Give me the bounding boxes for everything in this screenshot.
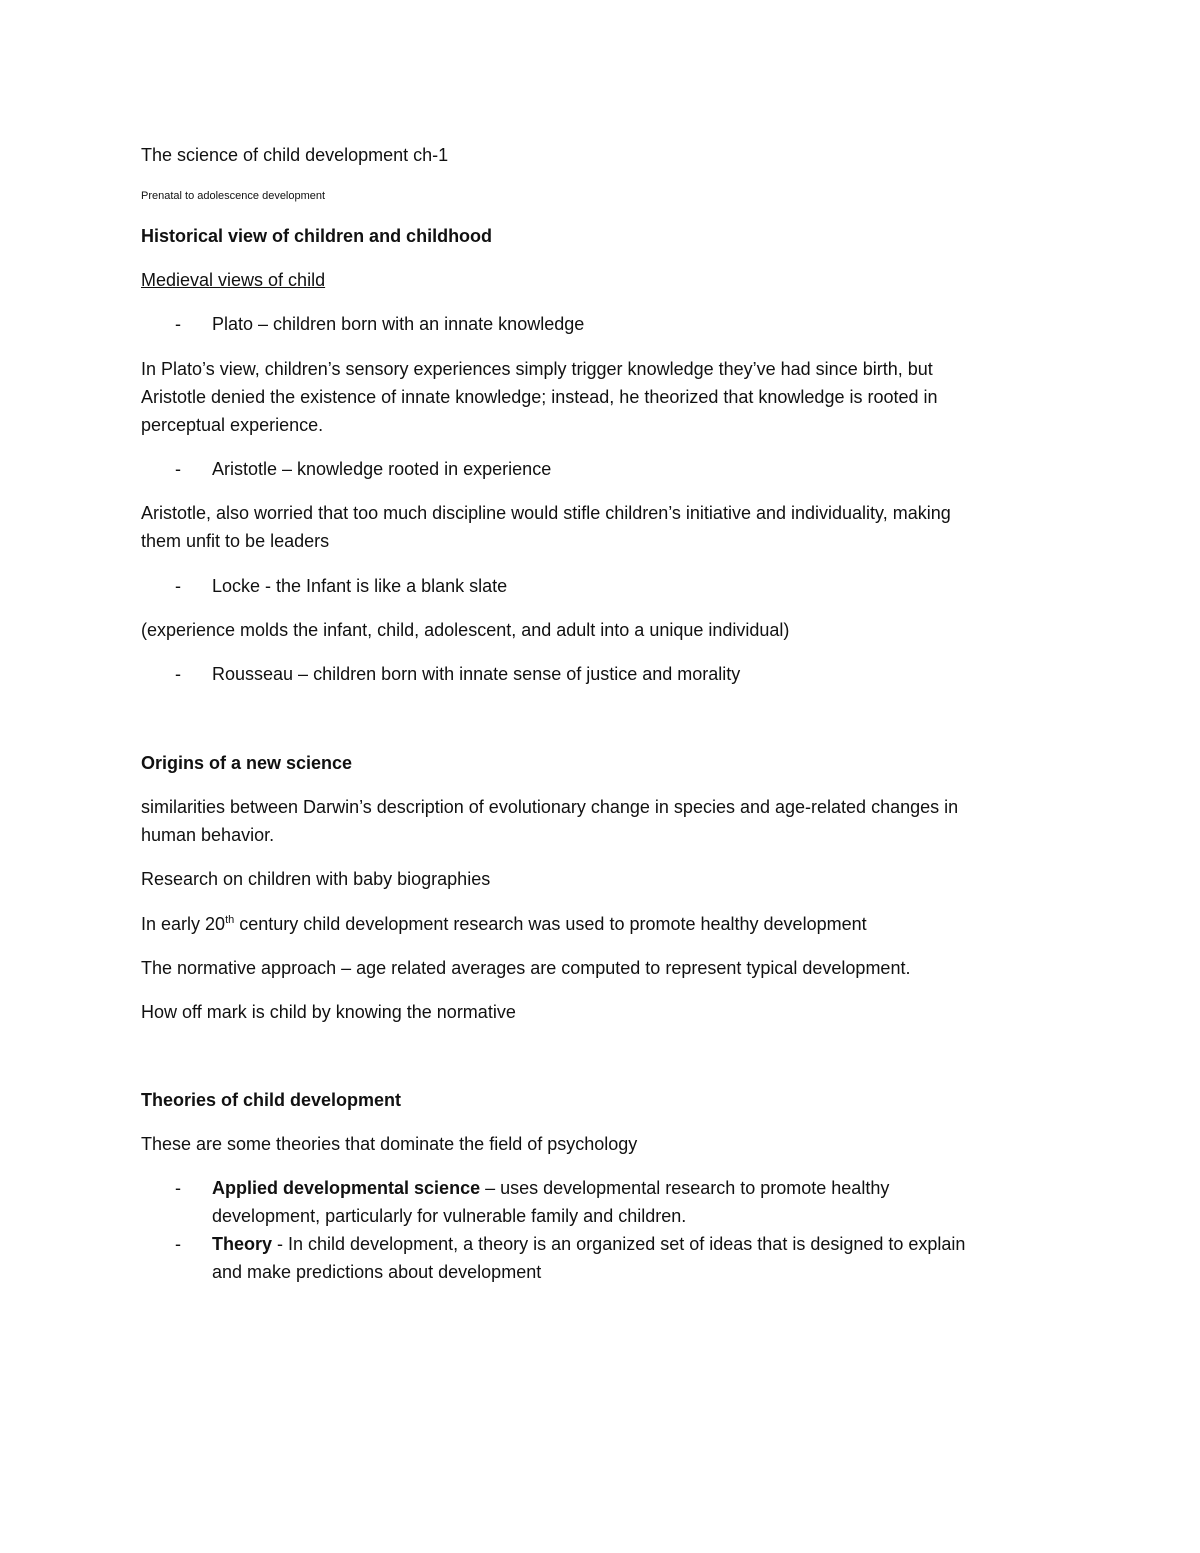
paragraph-theories-intro: These are some theories that dominate the field of psychology [141,1134,638,1154]
bullet-dash: - [175,1178,181,1198]
paragraph-plato-line: In Plato’s view, children’s sensory experiences simply trigger knowledge they’ve had since birth, but [141,359,933,379]
document-title: The science of child development ch-1 [141,145,449,165]
section-heading-historical: Historical view of children and childhood [141,226,493,246]
section-heading-origins: Origins of a new science [141,753,353,773]
bullet-theory-line2: and make predictions about development [212,1262,542,1282]
superscript-th: th [225,914,235,926]
bullet-dash: - [175,576,181,596]
bullet-dash: - [175,664,181,684]
bullet-locke: Locke - the Infant is like a blank slate [212,576,508,596]
paragraph-normative: The normative approach – age related averages are computed to represent typical development. [141,958,911,978]
paragraph-early-pre: In early 20 [141,914,226,934]
bullet-dash: - [175,314,181,334]
bullet-applied-text: – uses developmental research to promote healthy [480,1178,890,1198]
bullet-aristotle: Aristotle – knowledge rooted in experience [212,459,552,479]
section-heading-theories: Theories of child development [141,1090,402,1110]
bullet-plato: Plato – children born with an innate knowledge [212,314,585,334]
paragraph-early-century [141,910,867,938]
paragraph-plato-line: Aristotle denied the existence of innate knowledge; instead, he theorized that knowledge is rooted in [141,387,938,407]
paragraph-offmark: How off mark is child by knowing the normative [141,1002,516,1022]
paragraph-locke: (experience molds the infant, child, adolescent, and adult into a unique individual) [141,620,790,640]
paragraph-research: Research on children with baby biographies [141,869,491,889]
bullet-dash: - [175,459,181,479]
paragraph-darwin-line: human behavior. [141,825,275,845]
paragraph-aristotle-line: them unfit to be leaders [141,531,330,551]
bullet-rousseau: Rousseau – children born with innate sense of justice and morality [212,664,741,684]
bullet-theory [212,1230,965,1258]
term-theory: Theory [212,1234,273,1254]
paragraph-early-post: century child development research was used to promote healthy development [234,914,867,934]
term-applied-science: Applied developmental science [212,1178,481,1198]
paragraph-plato-line: perceptual experience. [141,415,324,435]
bullet-applied-science [212,1174,889,1202]
bullet-theory-text: - In child development, a theory is an organized set of ideas that is designed to explain [272,1234,966,1254]
bullet-applied-line2: development, particularly for vulnerable family and children. [212,1206,687,1226]
paragraph-darwin-line: similarities between Darwin’s description of evolutionary change in species and age-related changes in [141,797,959,817]
bullet-dash: - [175,1234,181,1254]
subheading-medieval: Medieval views of child [141,270,326,290]
document-subtitle: Prenatal to adolescence development [141,190,326,202]
paragraph-aristotle-line: Aristotle, also worried that too much discipline would stifle children’s initiative and individuality, making [141,503,951,523]
